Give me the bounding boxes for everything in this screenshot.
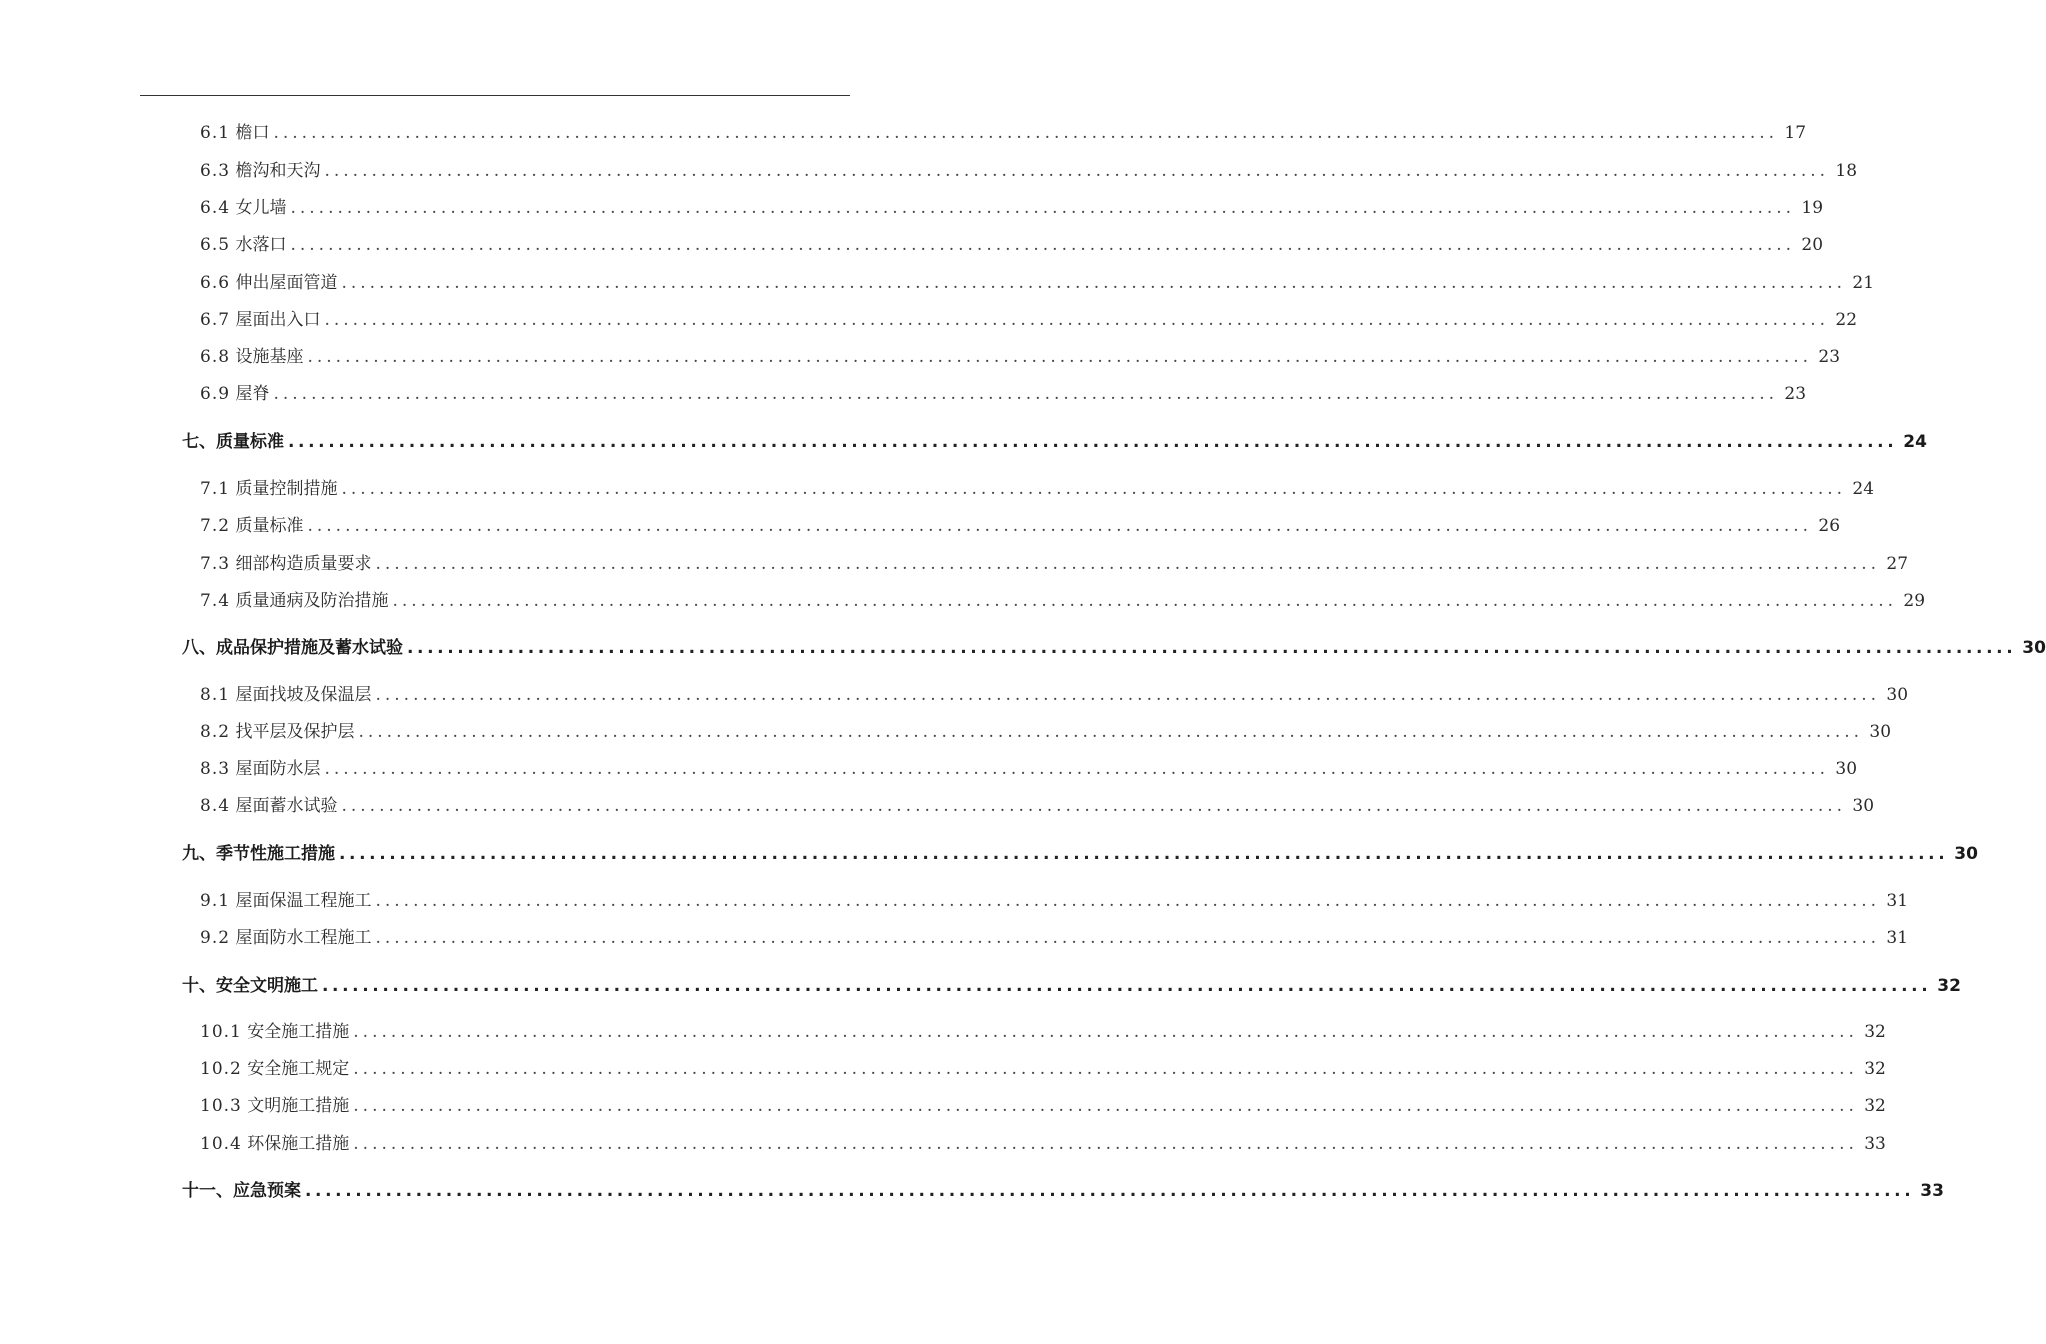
toc-entry-7-4[interactable] <box>200 590 1926 612</box>
toc-dot-leader: ................................................................................................................................................................ <box>341 479 1847 499</box>
toc-dot-leader: ................................................................................................................................................................ <box>322 976 1932 996</box>
toc-dot-leader: ................................................................................................................................................................ <box>273 384 1779 404</box>
toc-entry-10-3[interactable] <box>200 1095 1886 1117</box>
toc-entry-title: 9.2 屋面防水工程施工 <box>200 928 372 948</box>
toc-entry-title: 9.1 屋面保温工程施工 <box>200 891 372 911</box>
toc-dot-leader: ................................................................................................................................................................ <box>307 516 1813 536</box>
toc-dot-leader: ................................................................................................................................................................ <box>288 432 1898 452</box>
toc-dot-leader: ................................................................................................................................................................ <box>375 891 1881 911</box>
toc-page-number: 23 <box>1784 384 1807 404</box>
toc-page-number: 33 <box>1864 1134 1886 1154</box>
toc-entry-10-1[interactable] <box>200 1021 1886 1043</box>
toc-dot-leader: ................................................................................................................................................................ <box>358 722 1864 742</box>
toc-dot-leader: ................................................................................................................................................................ <box>353 1134 1858 1154</box>
toc-dot-leader: ................................................................................................................................................................ <box>353 1022 1858 1042</box>
toc-entry-6-6[interactable] <box>200 272 1875 294</box>
toc-entry-6-7[interactable] <box>200 309 1858 331</box>
toc-page-number: 19 <box>1801 198 1824 218</box>
toc-dot-leader: ................................................................................................................................................................ <box>290 198 1796 218</box>
toc-dot-leader: ................................................................................................................................................................ <box>324 161 1830 181</box>
toc-entry-title: 7.1 质量控制措施 <box>200 479 338 499</box>
toc-page-number: 32 <box>1864 1096 1886 1116</box>
toc-entry-title: 10.3 文明施工措施 <box>200 1096 350 1116</box>
toc-entry-title: 10.1 安全施工措施 <box>200 1022 350 1042</box>
toc-page-number: 31 <box>1886 928 1909 948</box>
toc-chapter-title: 九、季节性施工措施 <box>182 844 335 864</box>
toc-page-number: 26 <box>1818 516 1841 536</box>
toc-entry-9-1[interactable] <box>200 890 1909 912</box>
toc-dot-leader: ................................................................................................................................................................ <box>341 273 1847 293</box>
toc-entry-8-4[interactable] <box>200 795 1875 817</box>
toc-entry-title: 8.2 找平层及保护层 <box>200 722 355 742</box>
toc-entry-title: 7.3 细部构造质量要求 <box>200 554 372 574</box>
toc-dot-leader: ................................................................................................................................................................ <box>324 310 1830 330</box>
toc-entry-8-2[interactable] <box>200 721 1892 743</box>
toc-entry-6-8[interactable] <box>200 346 1841 368</box>
toc-dot-leader: ................................................................................................................................................................ <box>407 638 2017 658</box>
toc-page-number: 30 <box>1852 796 1875 816</box>
toc-page-number: 24 <box>1852 479 1875 499</box>
toc-entry-8-1[interactable] <box>200 684 1909 706</box>
toc-entry-10-4[interactable] <box>200 1133 1886 1155</box>
toc-dot-leader: ................................................................................................................................................................ <box>341 796 1847 816</box>
toc-chapter-title: 八、成品保护措施及蓄水试验 <box>182 638 403 658</box>
toc-entry-9-2[interactable] <box>200 927 1909 949</box>
toc-page-number: 22 <box>1835 310 1858 330</box>
header-rule <box>140 95 850 96</box>
toc-entry-6-9[interactable] <box>200 383 1807 405</box>
toc-entry-title: 6.1 檐口 <box>200 123 270 143</box>
toc-page-number: 21 <box>1852 273 1875 293</box>
toc-entry-title: 6.4 女儿墙 <box>200 198 287 218</box>
toc-chapter-8[interactable] <box>182 637 2046 659</box>
toc-page-number: 30 <box>1886 685 1909 705</box>
toc-entry-7-3[interactable] <box>200 553 1909 575</box>
toc-entry-title: 7.2 质量标准 <box>200 516 304 536</box>
toc-dot-leader: ................................................................................................................................................................ <box>273 123 1779 143</box>
toc-entry-6-5[interactable] <box>200 234 1824 256</box>
toc-dot-leader: ................................................................................................................................................................ <box>305 1181 1915 1201</box>
toc-entry-title: 6.6 伸出屋面管道 <box>200 273 338 293</box>
toc-entry-title: 8.4 屋面蓄水试验 <box>200 796 338 816</box>
toc-dot-leader: ................................................................................................................................................................ <box>290 235 1796 255</box>
toc-dot-leader: ................................................................................................................................................................ <box>375 928 1881 948</box>
toc-page-number: 23 <box>1818 347 1841 367</box>
toc-dot-leader: ................................................................................................................................................................ <box>339 844 1949 864</box>
toc-entry-title: 10.2 安全施工规定 <box>200 1059 350 1079</box>
toc-page-number: 20 <box>1801 235 1824 255</box>
toc-page-number: 17 <box>1784 123 1807 143</box>
toc-dot-leader: ................................................................................................................................................................ <box>375 685 1881 705</box>
toc-chapter-10[interactable] <box>182 975 1961 997</box>
toc-entry-10-2[interactable] <box>200 1058 1886 1080</box>
toc-entry-title: 10.4 环保施工措施 <box>200 1134 350 1154</box>
toc-entry-6-4[interactable] <box>200 197 1824 219</box>
toc-page-number: 27 <box>1886 554 1909 574</box>
toc-entry-title: 7.4 质量通病及防治措施 <box>200 591 389 611</box>
toc-dot-leader: ................................................................................................................................................................ <box>307 347 1813 367</box>
toc-dot-leader: ................................................................................................................................................................ <box>353 1096 1858 1116</box>
toc-entry-title: 8.1 屋面找坡及保温层 <box>200 685 372 705</box>
toc-entry-title: 6.3 檐沟和天沟 <box>200 161 321 181</box>
toc-chapter-7[interactable] <box>182 431 1927 453</box>
toc-entry-title: 6.9 屋脊 <box>200 384 270 404</box>
toc-page-number: 29 <box>1903 591 1926 611</box>
toc-chapter-11[interactable] <box>182 1180 1944 1202</box>
toc-page-number: 24 <box>1903 432 1927 452</box>
toc-entry-title: 6.8 设施基座 <box>200 347 304 367</box>
toc-page-number: 32 <box>1864 1022 1886 1042</box>
toc-page-number: 30 <box>2022 638 2046 658</box>
toc-entry-7-2[interactable] <box>200 515 1841 537</box>
toc-dot-leader: ................................................................................................................................................................ <box>375 554 1881 574</box>
toc-page-number: 30 <box>1869 722 1892 742</box>
toc-chapter-title: 十、安全文明施工 <box>182 976 318 996</box>
toc-entry-7-1[interactable] <box>200 478 1875 500</box>
toc-entry-8-3[interactable] <box>200 758 1858 780</box>
toc-chapter-title: 十一、应急预案 <box>182 1181 301 1201</box>
toc-page-number: 30 <box>1835 759 1858 779</box>
toc-entry-title: 6.7 屋面出入口 <box>200 310 321 330</box>
toc-page-number: 32 <box>1937 976 1961 996</box>
toc-entry-6-1[interactable] <box>200 122 1807 144</box>
toc-entry-6-3[interactable] <box>200 160 1858 182</box>
toc-chapter-title: 七、质量标准 <box>182 432 284 452</box>
toc-dot-leader: ................................................................................................................................................................ <box>353 1059 1858 1079</box>
toc-entry-title: 6.5 水落口 <box>200 235 287 255</box>
toc-page-number: 31 <box>1886 891 1909 911</box>
toc-page-number: 32 <box>1864 1059 1886 1079</box>
toc-page-number: 30 <box>1954 844 1978 864</box>
toc-chapter-9[interactable] <box>182 843 1978 865</box>
toc-entry-title: 8.3 屋面防水层 <box>200 759 321 779</box>
toc-dot-leader: ................................................................................................................................................................ <box>324 759 1830 779</box>
toc-page-number: 18 <box>1835 161 1858 181</box>
toc-dot-leader: ................................................................................................................................................................ <box>392 591 1898 611</box>
toc-page-number: 33 <box>1920 1181 1944 1201</box>
